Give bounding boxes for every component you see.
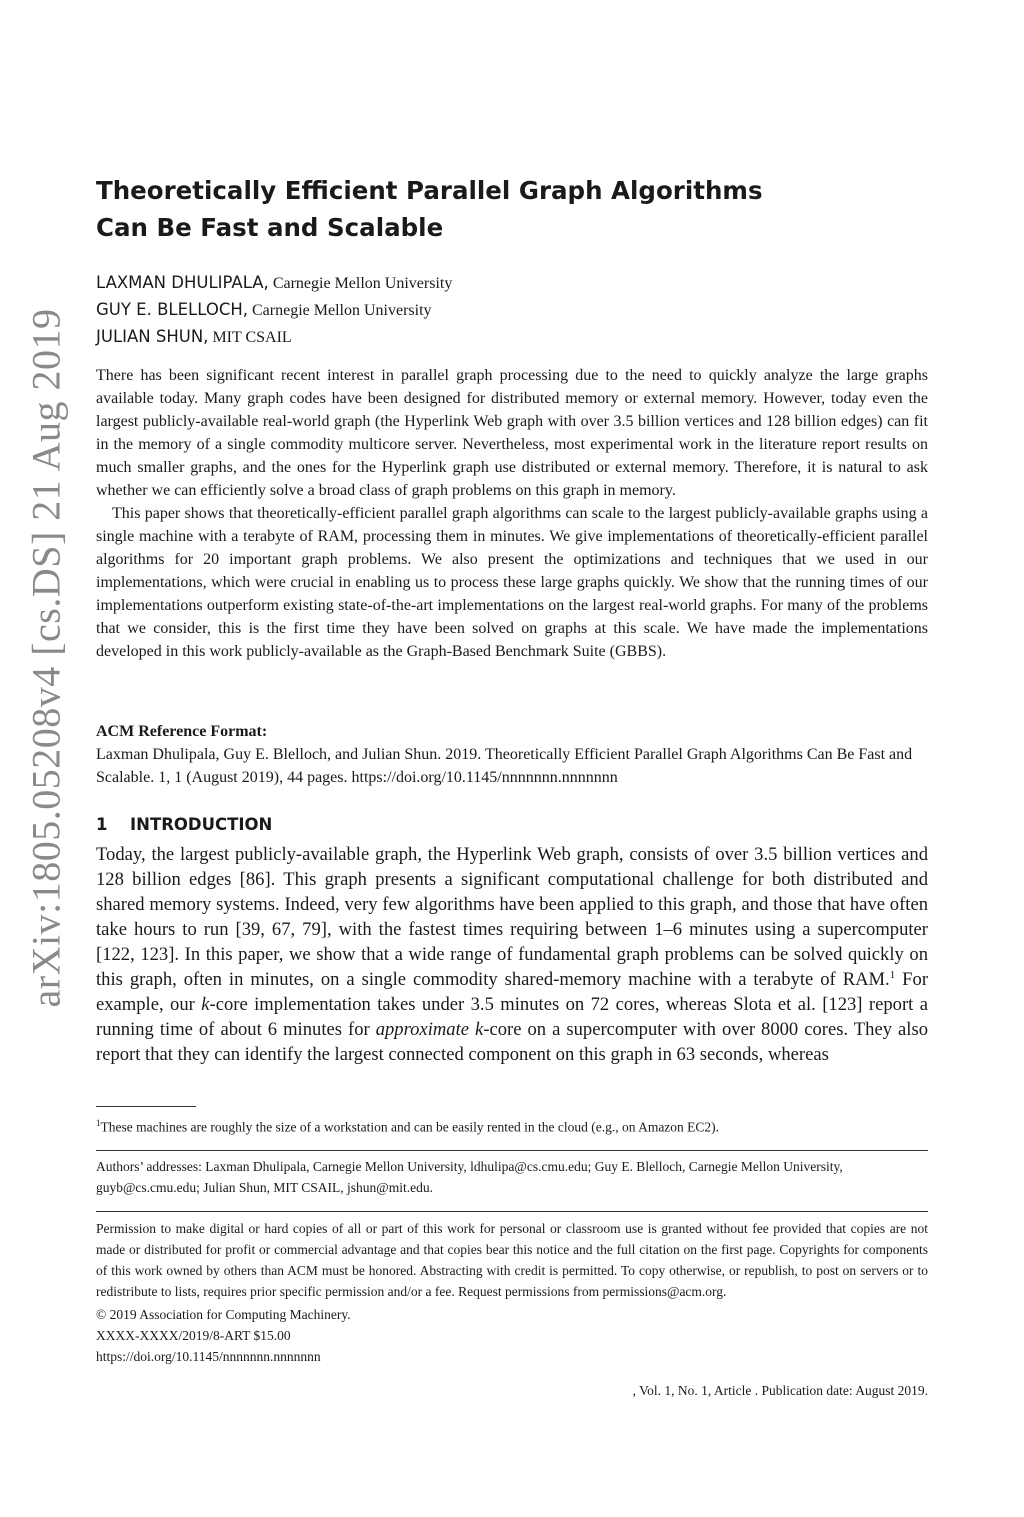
- arxiv-stamp: [16, 288, 76, 1028]
- addresses-rule: [96, 1150, 928, 1151]
- acm-reference-format: [96, 720, 928, 789]
- permission-text: Permission to make digital or hard copies of all or part of this work for personal or classroom use is granted without fee provided that copies are not made or distributed for profit or commercial advantage and that copies bear this notice and the full citation on the first page. Copyrights for components of this work owned by others than ACM must be honored. Abstracting with credit is permitted. To copy otherwise, or republish, to post on servers or to redistribute to lists, requires prior specific permission and/or a fee. Request permissions from permissions@acm.org.: [96, 1221, 928, 1299]
- author-entry: [96, 323, 928, 350]
- acm-reference-text: Laxman Dhulipala, Guy E. Blelloch, and Julian Shun. 2019. Theoretically Efficient Parallel Graph Algorithms Can Be Fast and Scalable. 1, 1 (August 2019), 44 pages. https://doi.org/10.1145/nnnnnnn.nnnnnnn: [96, 746, 913, 786]
- isbn-line: XXXX-XXXX/2019/8-ART $15.00: [96, 1328, 291, 1343]
- acm-reference-heading: ACM Reference Format:: [96, 723, 268, 740]
- intro-text-c: -core implementation takes under 3.5 minutes on 72 cores, whereas Slota et al. [123] report a running time of about 6 minutes for: [96, 994, 928, 1040]
- footnote: [96, 1113, 928, 1138]
- footnote-text: These machines are roughly the size of a workstation and can be easily rented in the cloud (e.g., on Amazon EC2).: [100, 1119, 720, 1135]
- copyright-line: © 2019 Association for Computing Machinery.: [96, 1307, 351, 1322]
- author-name: LAXMAN DHULIPALA,: [96, 273, 269, 292]
- section-number: 1: [96, 815, 108, 834]
- footnote-rule: [96, 1106, 196, 1107]
- author-list: [96, 269, 928, 350]
- author-affiliation: Carnegie Mellon University: [248, 302, 432, 319]
- footnote-ref[interactable]: 1: [889, 968, 896, 981]
- intro-text-b: For example, our: [96, 969, 929, 1015]
- permission-rule: [96, 1211, 928, 1212]
- intro-text-a: Today, the largest publicly-available graph, the Hyperlink Web graph, consists of over 3.5 billion vertices and 128 billion edges [86]. This graph presents a significant computational challenge for both distributed and shared memory systems. Indeed, very few algorithms have been applied to this graph, and those that have often take hours to run [39, 67, 79], with the fastest times requiring between 1–6 minutes using a supercomputer [122, 123]. In this paper, we show that a wide range of fundamental graph problems can be solved quickly on this graph, often in minutes, on a single commodity shared-memory machine with a terabyte of RAM.: [96, 844, 928, 990]
- abstract-paragraph-1: There has been significant recent interest in parallel graph processing due to the need to quickly analyze the large graphs available today. Many graph codes have been designed for distributed memory or external memory. However, today even the largest publicly-available real-world graph (the Hyperlink Web graph with over 3.5 billion vertices and 128 billion edges) can fit in the memory of a single commodity multicore server. Nevertheless, most experimental work in the literature report results on much smaller graphs, and the ones for the Hyperlink graph use distributed or external memory. Therefore, it is natural to ask whether we can efficiently solve a broad class of graph problems on this graph in memory.: [96, 367, 928, 499]
- section-title: INTRODUCTION: [130, 815, 273, 834]
- page-footer: , Vol. 1, No. 1, Article . Publication date: August 2019.: [632, 1383, 928, 1398]
- title-line-1: Theoretically Efficient Parallel Graph Algorithms: [96, 176, 763, 205]
- permission-notice: [96, 1218, 928, 1367]
- arxiv-stamp-text: arXiv:1805.05208v4 [cs.DS] 21 Aug 2019: [23, 308, 69, 1008]
- author-name: GUY E. BLELLOCH,: [96, 300, 248, 319]
- abstract-paragraph-2: This paper shows that theoretically-efficient parallel graph algorithms can scale to the largest publicly-available graphs using a single machine with a terabyte of RAM, processing them in minutes. We give implementations of theoretically-efficient parallel algorithms for 20 important graph problems. We also present the optimizations and techniques that we used in our implementations, which were crucial in enabling us to process these large graphs quickly. We show that the running times of our implementations outperform existing state-of-the-art implementations on the largest real-world graphs. For many of the problems that we consider, this is the first time they have been solved on graphs at this scale. We have made the implementations developed in this work publicly-available as the Graph-Based Benchmark Suite (GBBS).: [96, 505, 928, 660]
- doi-link[interactable]: https://doi.org/10.1145/nnnnnnn.nnnnnnn: [96, 1349, 321, 1364]
- author-name: JULIAN SHUN,: [96, 327, 209, 346]
- author-entry: [96, 269, 928, 296]
- section-heading: [96, 812, 928, 838]
- author-addresses: Authors’ addresses: Laxman Dhulipala, Carnegie Mellon University, ldhulipa@cs.cmu.edu; Guy E. Blelloch, Carnegie Mellon University, guyb@cs.cmu.edu; Julian Shun, MIT CSAIL, jshun@mit.edu.: [96, 1159, 843, 1195]
- title-line-2: Can Be Fast and Scalable: [96, 213, 444, 242]
- author-affiliation: MIT CSAIL: [208, 329, 292, 346]
- intro-approximate-italic: approximate k: [375, 1019, 484, 1040]
- intro-text-d: -core on a supercomputer with over 8000 cores. They also report that they can identify the largest connected component on this graph in 63 seconds, whereas: [96, 1019, 928, 1065]
- abstract: [96, 364, 928, 663]
- author-affiliation: Carnegie Mellon University: [268, 275, 453, 292]
- paper-title: [96, 172, 928, 246]
- footnote-mark: 1: [96, 1118, 101, 1128]
- intro-paragraph: [96, 842, 928, 1067]
- intro-k-italic: k: [201, 994, 210, 1015]
- author-entry: [96, 296, 928, 323]
